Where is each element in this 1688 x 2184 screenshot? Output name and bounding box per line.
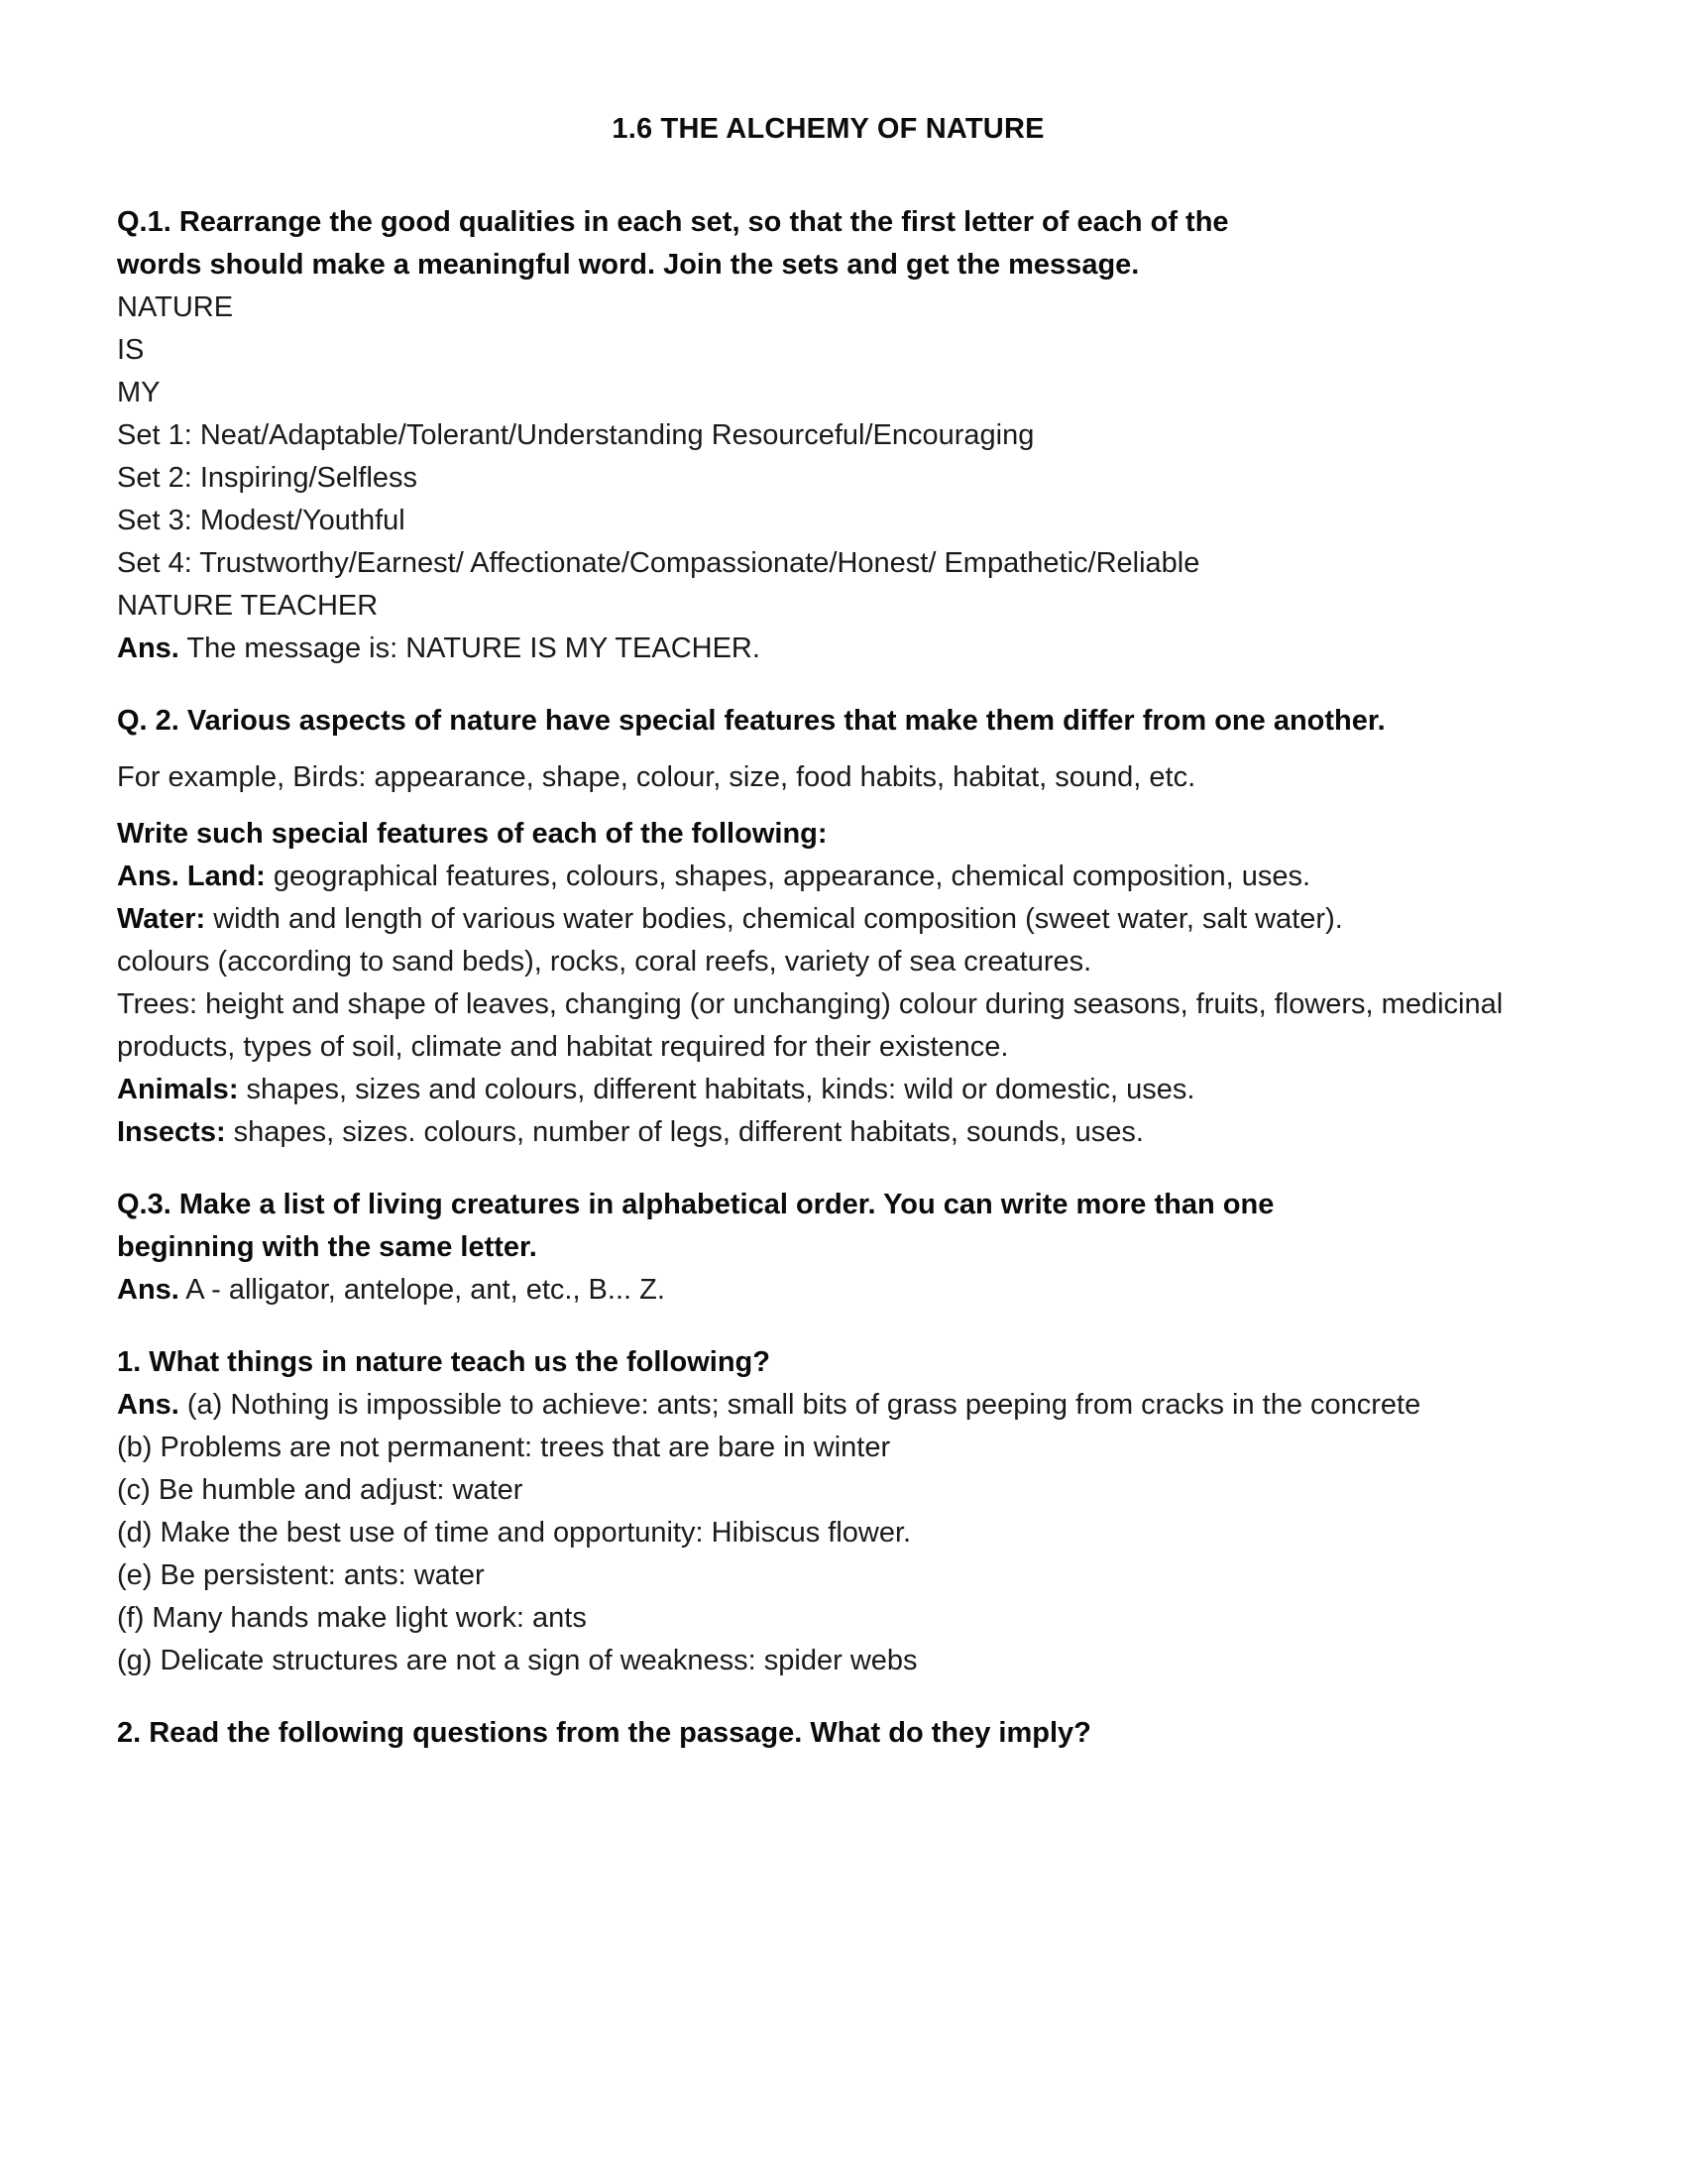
question-4-block: [117, 1341, 1539, 1682]
q2-feature-animals-label: Animals:: [117, 1074, 239, 1105]
q4-point-c: (c) Be humble and adjust: water: [117, 1474, 523, 1506]
q4-point-b: (b) Problems are not permanent: trees that are bare in winter: [117, 1432, 891, 1463]
q2-feature-water: [117, 898, 1524, 941]
question-2-heading: Q. 2. Various aspects of nature have special features that make them differ from one another.: [117, 705, 1386, 737]
q4-point-g: (g) Delicate structures are not a sign of weakness: spider webs: [117, 1645, 918, 1676]
q3-answer-text: A - alligator, antelope, ant, etc., B... Z.: [178, 1274, 665, 1306]
q2-feature-insects-text: shapes, sizes. colours, number of legs, different habitats, sounds, uses.: [225, 1116, 1144, 1148]
q1-set-3: Set 3: Modest/Youthful: [117, 505, 405, 536]
question-5-block: [117, 1712, 1539, 1755]
q1-word-nature-teacher: NATURE TEACHER: [117, 590, 379, 622]
q2-feature-colours-text: colours (according to sand beds), rocks, coral reefs, variety of sea creatures.: [117, 946, 1092, 977]
q4-answer-a: [117, 1384, 1524, 1427]
question-4-heading: 1. What things in nature teach us the following?: [117, 1346, 770, 1378]
q2-feature-land-text: geographical features, colours, shapes, appearance, chemical composition, uses.: [265, 861, 1311, 892]
q4-answer-label: Ans.: [117, 1389, 179, 1421]
spacer: [117, 1312, 1539, 1341]
question-5-heading: 2. Read the following questions from the passage. What do they imply?: [117, 1717, 1091, 1749]
question-3-block: [117, 1184, 1539, 1312]
q2-feature-animals-text: shapes, sizes and colours, different habitats, kinds: wild or domestic, uses.: [238, 1074, 1195, 1105]
spacer: [117, 1682, 1539, 1712]
question-1-block: [117, 201, 1539, 670]
q4-point-d: (d) Make the best use of time and opportunity: Hibiscus flower.: [117, 1517, 912, 1549]
question-2-example: For example, Birds: appearance, shape, colour, size, food habits, habitat, sound, etc.: [117, 761, 1196, 793]
q2-feature-animals: [117, 1069, 1524, 1111]
q1-set-1: Set 1: Neat/Adaptable/Tolerant/Understanding Resourceful/Encouraging: [117, 419, 1035, 451]
q3-answer: [117, 1269, 1539, 1312]
question-1-line-1: Q.1. Rearrange the good qualities in each set, so that the first letter of each of the: [117, 206, 1229, 238]
q2-feature-trees: [117, 983, 1524, 1069]
q1-word-my: MY: [117, 377, 161, 408]
q1-word-nature: NATURE: [117, 291, 234, 323]
q1-answer-text: The message is: NATURE IS MY TEACHER.: [178, 632, 760, 664]
q2-feature-water-text: width and length of various water bodies, chemical composition (sweet water, salt water).: [205, 903, 1343, 935]
q1-word-is: IS: [117, 334, 145, 366]
question-3-line-1: Q.3. Make a list of living creatures in alphabetical order. You can write more than one: [117, 1189, 1275, 1220]
q4-point-e: (e) Be persistent: ants: water: [117, 1559, 485, 1591]
q1-set-2: Set 2: Inspiring/Selfless: [117, 462, 418, 494]
spacer: [117, 670, 1539, 700]
spacer: [117, 1154, 1539, 1184]
q2-feature-insects: [117, 1111, 1524, 1154]
question-3-line-2: beginning with the same letter.: [117, 1231, 537, 1263]
page-title: 1.6 THE ALCHEMY OF NATURE: [612, 113, 1045, 145]
q2-feature-land-label: Ans. Land:: [117, 861, 266, 892]
spacer: [117, 799, 1539, 813]
q1-set-4: Set 4: Trustworthy/Earnest/ Affectionate/Compassionate/Honest/ Empathetic/Reliable: [117, 547, 1200, 579]
q1-answer: [117, 628, 1539, 670]
q2-feature-insects-label: Insects:: [117, 1116, 226, 1148]
q3-answer-label: Ans.: [117, 1274, 179, 1306]
q2-feature-trees-text: Trees: height and shape of leaves, changing (or unchanging) colour during seasons, fruits, flowers, medicinal products, types of soil, climate and habitat required for their existence.: [117, 988, 1504, 1063]
q1-answer-label: Ans.: [117, 632, 179, 664]
question-1-line-2: words should make a meaningful word. Join the sets and get the message.: [117, 249, 1140, 281]
question-2-block: [117, 700, 1539, 1154]
spacer: [117, 743, 1539, 756]
q4-point-f: (f) Many hands make light work: ants: [117, 1602, 587, 1634]
q2-feature-water-label: Water:: [117, 903, 206, 935]
q2-feature-colours: [117, 941, 1524, 983]
q4-answer-a-text: (a) Nothing is impossible to achieve: ants; small bits of grass peeping from cracks in the concrete: [178, 1389, 1421, 1421]
question-2-instruction: Write such special features of each of the following:: [117, 818, 828, 850]
q2-feature-land: [117, 856, 1524, 898]
